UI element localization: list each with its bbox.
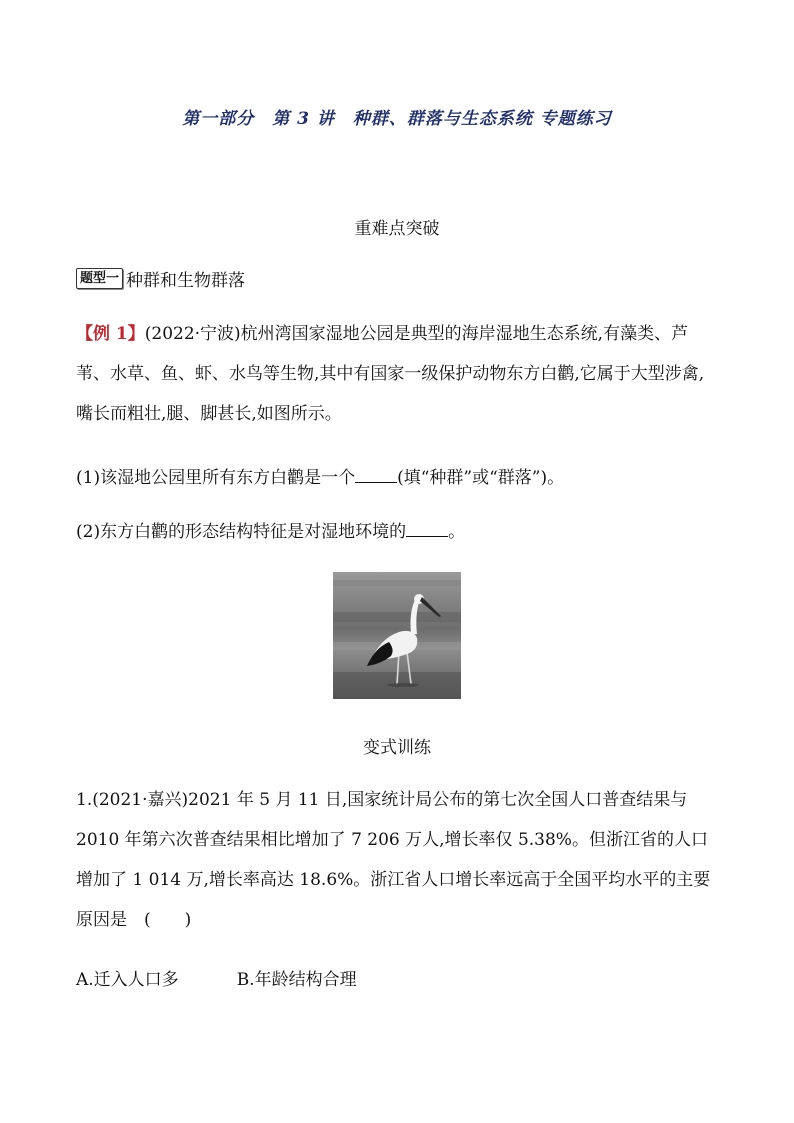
question-type-row [76,266,245,290]
answer-options [76,964,357,996]
oriental-stork-photo [333,572,461,699]
example-paragraph [76,314,716,434]
answer-blank-2[interactable] [406,518,448,537]
question-type-title: 种群和生物群落 [126,270,246,291]
example-text: (2022·宁波)杭州湾国家湿地公园是典型的海岸湿地生态系统,有藻类、芦苇、水草、鱼、虾、水鸟等生物,其中有国家一级保护动物东方白鹳,它属于大型涉禽,嘴长而粗壮,腿、脚甚长,如图所示。 [76,324,705,424]
question-1-prefix: (1)该湿地公园里所有东方白鹳是一个 [76,468,356,488]
example-question-1 [76,458,716,498]
option-b[interactable]: B.年龄结构合理 [236,970,357,990]
example-question-2 [76,512,716,552]
question-2-prefix: (2)东方白鹳的形态结构特征是对湿地环境的 [76,522,407,542]
section-heading: 重难点突破 [354,219,440,239]
question-type-tag: 题型一 [76,268,123,289]
practice-question-1: 1.(2021·嘉兴)2021 年 5 月 11 日,国家统计局公布的第七次全国人口普查结果与 2010 年第六次普查结果相比增加了 7 206 万人,增长率仅 5.38%。但浙江省的人口增加了 1 014 万,增长率高达 18.6%。浙江省人口增长率远高于全国平均水平的主要原因是 ( ) [76,790,711,930]
example-label: 【例 1】 [76,324,145,344]
page-title: 第一部分 第 3 讲 种群、群落与生态系统 专题练习 [182,109,612,129]
question-2-suffix: 。 [448,522,466,542]
practice-heading: 变式训练 [363,738,431,758]
question-1-suffix: (填“种群”或“群落”)。 [397,468,565,488]
answer-blank-1[interactable] [355,464,397,483]
option-a[interactable]: A.迁入人口多 [76,970,179,990]
